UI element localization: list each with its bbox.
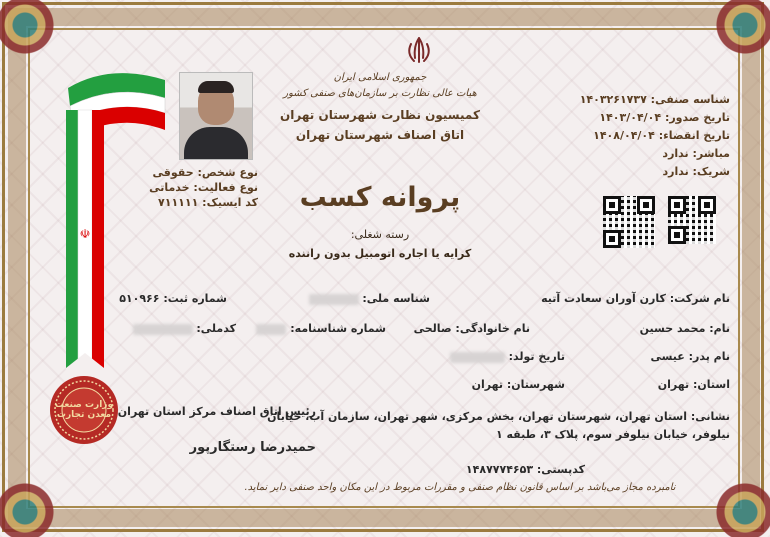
country-name: جمهوری اسلامی ایران <box>333 72 427 83</box>
company-name-row: نام شرکت: کارن آوران سعادت آتیه <box>541 292 730 305</box>
category-label: رسته شغلی: <box>350 228 410 241</box>
national-code-redacted <box>133 324 193 335</box>
commission-name: کمیسیون نظارت شهرستان تهران <box>280 108 480 122</box>
owner-photo <box>179 72 253 160</box>
city-row: شهرستان: تهران <box>471 378 565 391</box>
chamber-name: اتاق اصناف شهرستان تهران <box>295 128 465 142</box>
postal-code-row: کدپستی: ۱۴۸۷۷۷۴۶۵۳ <box>465 463 585 476</box>
address-line-1: نشانی: استان تهران، شهرستان تهران، بخش مرکزی، شهر تهران، سازمان آب، خیابان <box>267 410 730 423</box>
national-id-redacted <box>309 294 359 305</box>
footer-note: نامبرده مجاز می‌باشد بر اساس قانون نظام صنفی و مقررات مربوط در این مکان واحد صنفی دایر نماید. <box>244 482 676 493</box>
svg-text:☫: ☫ <box>79 227 91 241</box>
activity-type-row: نوع فعالیت: خدماتی <box>149 181 258 194</box>
issue-date-row: تاریخ صدور: ۱۴۰۳/۰۴/۰۴ <box>599 111 730 124</box>
iran-emblem-icon <box>405 36 433 66</box>
qr-code-2[interactable] <box>668 196 716 244</box>
father-name-row: نام پدر: عیسی <box>650 350 730 363</box>
guild-id-row: شناسه صنفی: ۱۴۰۳۲۶۱۷۳۷ <box>579 93 730 106</box>
last-name-row: نام خانوادگی: صالحی <box>413 322 530 335</box>
person-type-row: نوع شخص: حقوقی <box>152 166 258 179</box>
registration-number-row: شماره ثبت: ۵۱۰۹۶۶ <box>119 292 227 305</box>
certificate-title: پروانه کسب <box>299 182 461 213</box>
province-row: استان: تهران <box>657 378 730 391</box>
isic-code-row: کد ایسیک: ۷۱۱۱۱۱ <box>158 196 258 209</box>
category-value: کرایه یا اجاره اتومبیل بدون راننده <box>288 247 472 260</box>
qr-code-1[interactable] <box>603 196 655 248</box>
national-id-row: شناسه ملی: <box>309 292 430 305</box>
manager-row: مباشر: ندارد <box>662 147 730 160</box>
address-line-2: نیلوفر، خیابان نیلوفر سوم، پلاک ۳، طبقه ۱ <box>495 428 730 441</box>
corner-ornament-top-left <box>0 0 60 60</box>
partner-row: شریک: ندارد <box>662 165 730 178</box>
birth-date-redacted <box>450 352 505 363</box>
expiry-date-row: تاریخ انقضاء: ۱۴۰۸/۰۴/۰۴ <box>593 129 730 142</box>
signatory-role: رئیس اتاق اصناف مرکز استان تهران <box>117 405 316 418</box>
supreme-board-name: هیات عالی نظارت بر سازمان‌های صنفی کشور <box>283 88 477 99</box>
seal-text: وزارت صنعت معدن تجارت <box>54 400 114 420</box>
corner-ornament-top-right <box>710 0 770 60</box>
birth-date-row: تاریخ تولد: <box>450 350 565 363</box>
signatory-name: حمیدرضا رستگارپور <box>189 440 316 455</box>
first-name-row: نام: محمد حسین <box>639 322 730 335</box>
id-number-row: شماره شناسنامه: <box>256 322 386 335</box>
id-number-redacted <box>256 324 286 335</box>
national-code-row: کدملی: <box>133 322 236 335</box>
corner-ornament-bottom-left <box>0 477 60 537</box>
